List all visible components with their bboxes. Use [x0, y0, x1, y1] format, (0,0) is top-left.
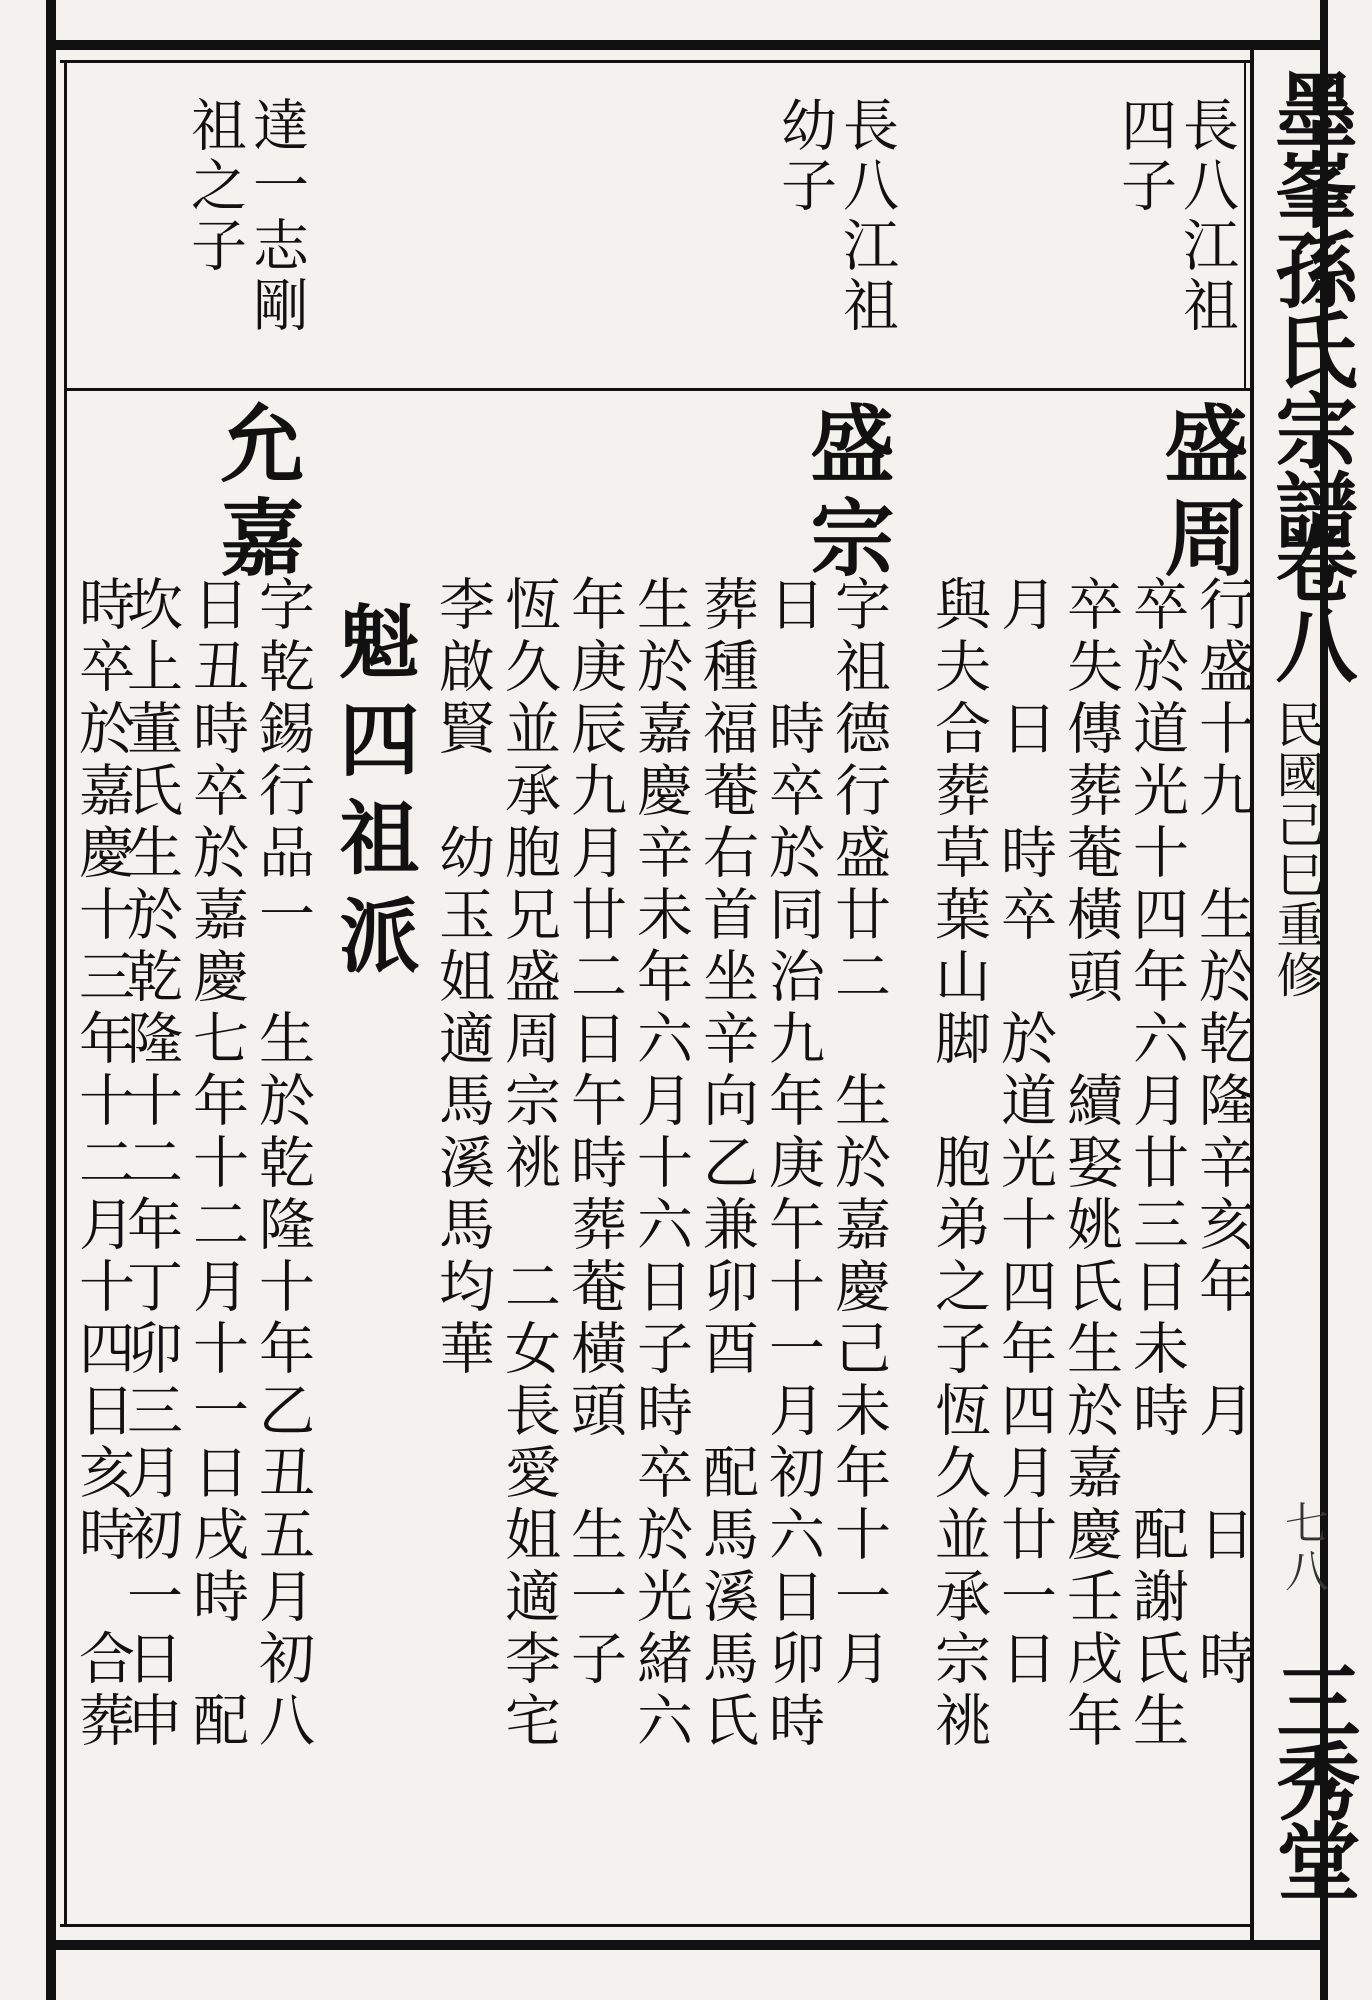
upper-note-line: 四子: [1112, 96, 1177, 216]
entry-line: 卒失傳葬菴橫頭 續娶姚氏生於嘉慶壬戌年: [1058, 575, 1123, 1753]
upper-note-line: 長八江祖: [834, 96, 899, 336]
folio-number: 七八: [1277, 1500, 1328, 1596]
entry-line: 葬種福菴右首坐辛向乙兼卯酉 配馬溪馬氏: [694, 575, 759, 1753]
upper-note-line: 達一志剛: [244, 96, 309, 336]
upper-note-line: 祖之子: [182, 96, 247, 276]
entry-line: 月 日 時卒 於道光十四年四月廿一日: [992, 575, 1057, 1691]
entry-line: 生於嘉慶辛未年六月十六日子時卒於光緒六: [628, 575, 693, 1753]
upper-note-line: 長八江祖: [1174, 96, 1239, 336]
branch-heading: 魁四祖派: [326, 600, 420, 992]
entry-line: 與夫合葬草葉山脚 胞弟之子恆久並承宗祧: [926, 575, 991, 1753]
volume-label: 卷八: [1262, 522, 1358, 682]
frame-bottom-rule: [46, 1940, 1328, 1950]
entry-line: 卒於道光十四年六月廿三日未時 配謝氏生: [1124, 575, 1189, 1753]
entry-line: 行盛十九 生於乾隆辛亥年 月 日 時: [1190, 575, 1255, 1691]
entry-line: 坎上董氏生於乾隆十二年丁卯三月初一日申: [118, 575, 183, 1753]
frame-bottom-rule-inner: [60, 1924, 1250, 1927]
person-name-yunjia: 允嘉: [207, 400, 306, 588]
entry-line: 日丑時卒於嘉慶七年十二月十一日戌時 配: [184, 575, 249, 1753]
entry-line: 年庚辰九月廿二日午時葬菴橫頭 生一子: [562, 575, 627, 1691]
book-title: 墨峯孫氏宗譜: [1262, 68, 1358, 548]
upper-register-rule: [64, 388, 1250, 391]
upper-note-line: 幼子: [772, 96, 837, 216]
frame-inner-left: [64, 60, 67, 1926]
person-name-shengzhou: 盛周: [1151, 400, 1250, 588]
entry-line: 時卒於嘉慶十三年十二月十四日亥時 合葬: [70, 575, 135, 1753]
person-name-shengzong: 盛宗: [797, 400, 896, 588]
entry-line: 字祖德行盛廿二 生於嘉慶己未年十一月: [826, 575, 891, 1691]
frame-top-rule: [46, 40, 1328, 50]
entry-line: 日 時卒於同治九年庚午十一月初六日卯時: [760, 575, 825, 1753]
outer-border-left: [46, 0, 56, 2000]
entry-line: 字乾錫行品一 生於乾隆十年乙丑五月初八: [250, 575, 315, 1753]
hall-name: 三秀堂: [1263, 1658, 1362, 1898]
entry-line: 李啟賢 幼玉姐適馬溪馬均華: [430, 575, 495, 1381]
edition-note: 民國己巳重修: [1268, 700, 1324, 1000]
frame-top-rule-inner: [60, 60, 1250, 63]
entry-line: 恆久並承胞兄盛周宗祧 二女長愛姐適李宅: [496, 575, 561, 1753]
